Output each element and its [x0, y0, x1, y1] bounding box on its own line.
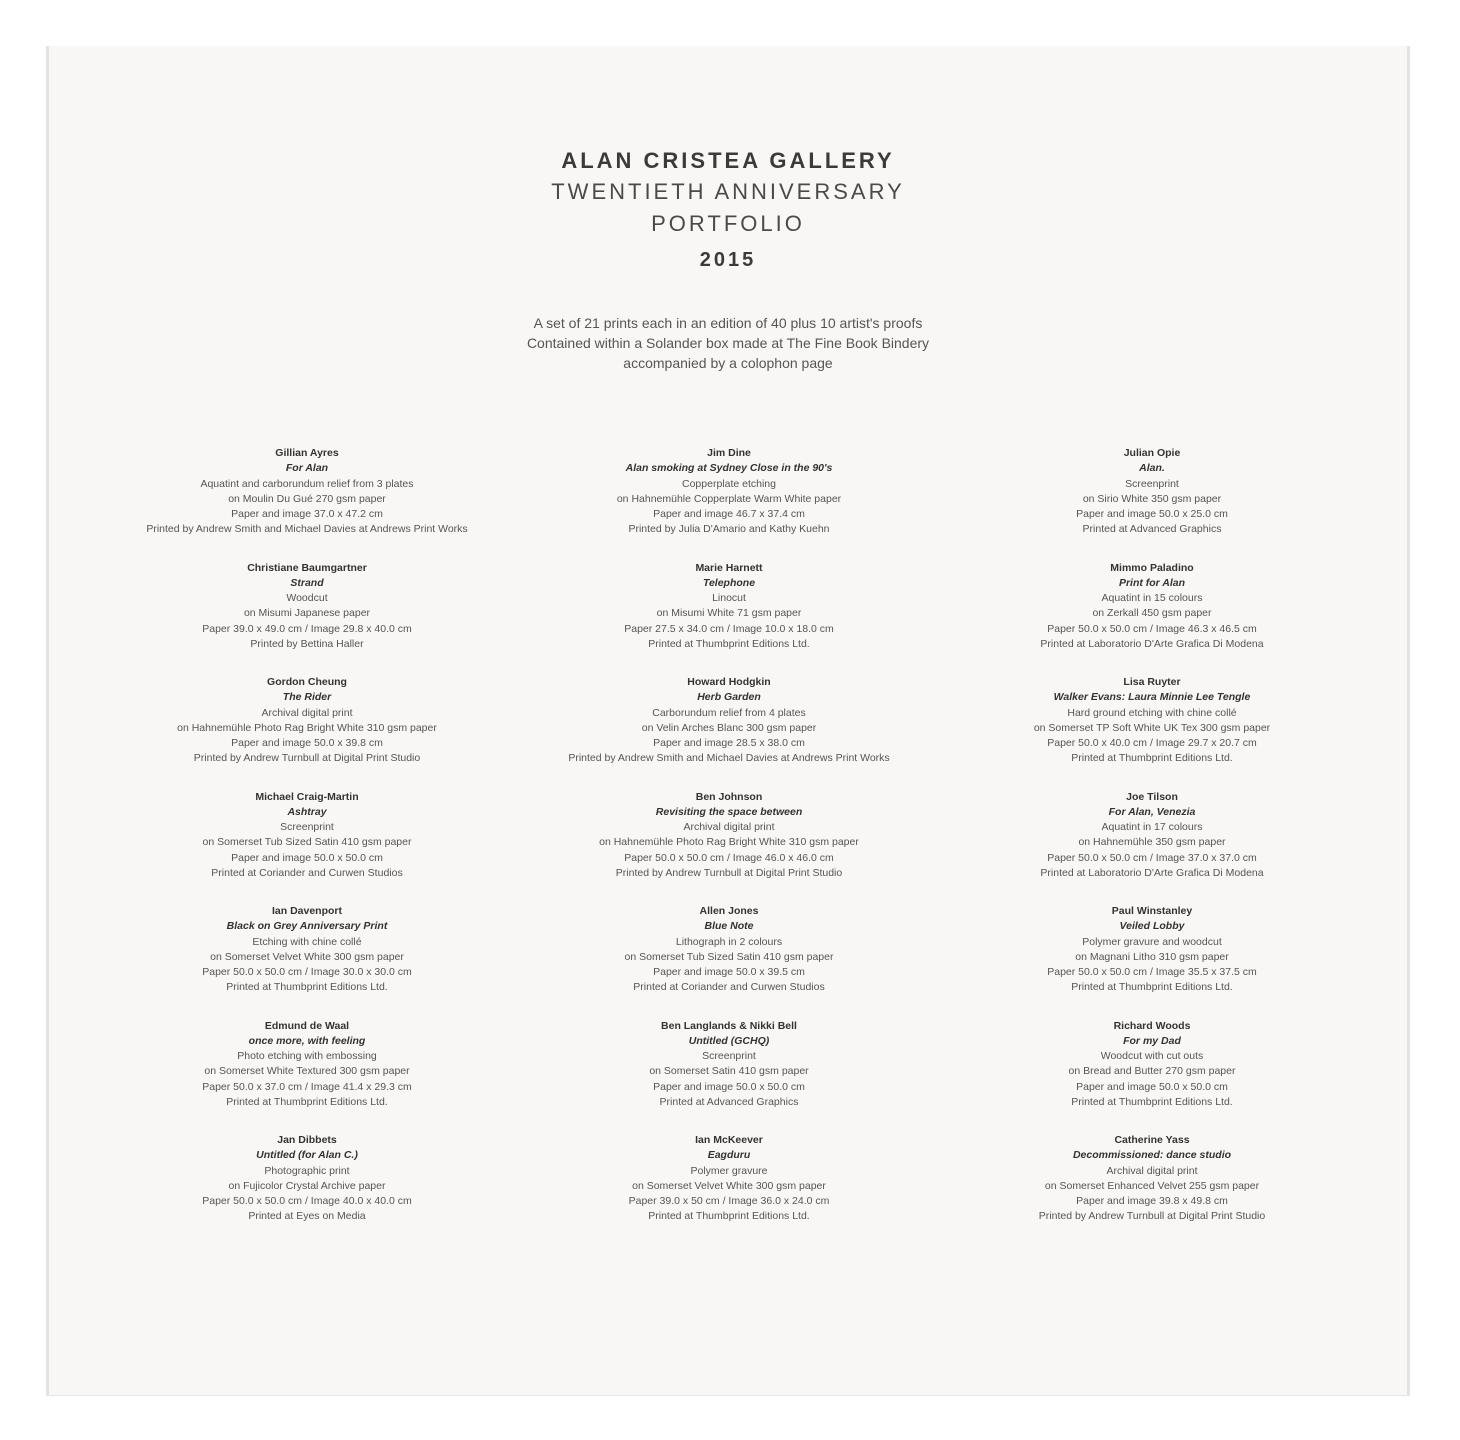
paper: on Hahnemühle Photo Rag Bright White 310 gsm paper	[599, 836, 859, 849]
dimensions: Paper 50.0 x 50.0 cm / Image 37.0 x 37.0 cm	[1047, 851, 1257, 864]
artist-name: Allen Jones	[699, 905, 759, 917]
dimensions: Paper 27.5 x 34.0 cm / Image 10.0 x 18.0 cm	[624, 622, 834, 635]
technique: Aquatint in 15 colours	[1101, 592, 1203, 605]
work-title: Strand	[290, 576, 324, 589]
intro-line: accompanied by a colophon page	[623, 355, 833, 371]
dimensions: Paper 50.0 x 50.0 cm / Image 35.5 x 37.5 cm	[1047, 966, 1257, 979]
work-title: Untitled (for Alan C.)	[256, 1149, 358, 1162]
print-entry	[942, 561, 1362, 676]
paper: on Hahnemühle 350 gsm paper	[1078, 836, 1226, 849]
print-entry	[519, 1019, 939, 1134]
print-entry	[519, 904, 939, 1019]
work-title: Untitled (GCHQ)	[688, 1034, 770, 1047]
print-column	[97, 446, 517, 1248]
technique: Polymer gravure	[690, 1164, 768, 1177]
dimensions: Paper 50.0 x 50.0 cm / Image 40.0 x 40.0 cm	[202, 1195, 412, 1208]
print-entry	[97, 446, 517, 561]
artist-name: Christiane Baumgartner	[247, 561, 367, 574]
year: 2015	[699, 249, 757, 271]
printer-credit: Printed at Advanced Graphics	[1082, 523, 1222, 536]
work-title: Walker Evans: Laura Minnie Lee Tengle	[1053, 691, 1251, 704]
paper: on Somerset Velvet White 300 gsm paper	[210, 950, 404, 963]
printer-credit: Printed at Thumbprint Editions Ltd.	[1071, 752, 1233, 765]
artist-name: Julian Opie	[1123, 447, 1181, 459]
dimensions: Paper and image 50.0 x 50.0 cm	[231, 851, 383, 864]
artist-name: Lisa Ruyter	[1123, 676, 1181, 688]
dimensions: Paper 50.0 x 50.0 cm / Image 46.3 x 46.5 cm	[1047, 622, 1257, 635]
work-title: Ashtray	[287, 805, 327, 818]
paper: on Somerset Velvet White 300 gsm paper	[632, 1179, 826, 1192]
gallery-name: ALAN CRISTEA GALLERY	[561, 148, 895, 173]
paper: on Hahnemühle Copperplate Warm White paper	[616, 492, 842, 505]
print-entry	[519, 675, 939, 790]
work-title: For Alan, Venezia	[1108, 805, 1196, 818]
artist-name: Ian McKeever	[695, 1134, 763, 1146]
printer-credit: Printed at Thumbprint Editions Ltd.	[226, 1095, 388, 1108]
printer-credit: Printed at Thumbprint Editions Ltd.	[1071, 981, 1233, 994]
artist-name: Joe Tilson	[1126, 790, 1178, 803]
print-entry	[519, 790, 939, 905]
technique: Polymer gravure and woodcut	[1082, 935, 1222, 948]
artist-name: Jim Dine	[707, 447, 751, 459]
work-title: Decommissioned: dance studio	[1072, 1149, 1232, 1162]
work-title: Veiled Lobby	[1119, 920, 1185, 933]
dimensions: Paper 39.0 x 50 cm / Image 36.0 x 24.0 cm	[628, 1195, 830, 1208]
dimensions: Paper and image 37.0 x 47.2 cm	[231, 508, 383, 521]
paper: on Velin Arches Blanc 300 gsm paper	[641, 721, 817, 734]
paper: on Somerset White Textured 300 gsm paper	[204, 1065, 410, 1078]
dimensions: Paper and image 50.0 x 50.0 cm	[653, 1080, 805, 1093]
work-title: Alan.	[1139, 462, 1165, 475]
technique: Archival digital print	[261, 706, 353, 719]
paper: on Sirio White 350 gsm paper	[1082, 492, 1222, 505]
print-entry	[519, 446, 939, 561]
header	[49, 146, 1407, 373]
printer-credit: Printed by Andrew Turnbull at Digital Print Studio	[615, 866, 843, 879]
work-title: Print for Alan	[1118, 576, 1186, 589]
artist-name: Ben Johnson	[695, 790, 763, 803]
paper: on Magnani Litho 310 gsm paper	[1075, 950, 1229, 963]
artist-name: Catherine Yass	[1114, 1134, 1190, 1146]
work-title: once more, with feeling	[248, 1034, 366, 1047]
printer-credit: Printed by Andrew Smith and Michael Davies at Andrews Print Works	[146, 523, 468, 536]
technique: Hard ground etching with chine collé	[1067, 706, 1237, 719]
work-title: Alan smoking at Sydney Close in the 90's	[625, 462, 833, 475]
technique: Lithograph in 2 colours	[675, 935, 783, 948]
dimensions: Paper 50.0 x 37.0 cm / Image 41.4 x 29.3 cm	[202, 1080, 412, 1093]
paper: on Somerset TP Soft White UK Tex 300 gsm paper	[1033, 721, 1271, 734]
work-title: Telephone	[702, 576, 756, 589]
dimensions: Paper and image 46.7 x 37.4 cm	[653, 508, 805, 521]
artist-name: Howard Hodgkin	[687, 676, 771, 688]
print-entry	[97, 790, 517, 905]
intro-line: Contained within a Solander box made at The Fine Book Bindery	[526, 335, 930, 351]
print-entry	[942, 790, 1362, 905]
dimensions: Paper 39.0 x 49.0 cm / Image 29.8 x 40.0 cm	[202, 622, 412, 635]
dimensions: Paper and image 50.0 x 25.0 cm	[1076, 508, 1228, 521]
paper: on Misumi White 71 gsm paper	[656, 607, 802, 620]
print-entry	[519, 561, 939, 676]
technique: Carborundum relief from 4 plates	[652, 706, 806, 719]
work-title: Herb Garden	[697, 691, 761, 704]
printer-credit: Printed at Coriander and Curwen Studios	[633, 981, 825, 994]
subtitle-line-1: TWENTIETH ANNIVERSARY	[551, 179, 905, 204]
dimensions: Paper 50.0 x 50.0 cm / Image 46.0 x 46.0 cm	[624, 851, 834, 864]
work-title: For Alan	[285, 462, 329, 475]
technique: Woodcut	[286, 592, 328, 605]
dimensions: Paper 50.0 x 40.0 cm / Image 29.7 x 20.7 cm	[1047, 737, 1257, 750]
artist-name: Mimmo Paladino	[1110, 561, 1194, 574]
printer-credit: Printed at Thumbprint Editions Ltd.	[648, 637, 810, 650]
paper: on Misumi Japanese paper	[243, 607, 371, 620]
technique: Screenprint	[280, 821, 334, 834]
intro-text	[49, 313, 1407, 373]
printer-credit: Printed at Advanced Graphics	[659, 1095, 799, 1108]
paper: on Somerset Tub Sized Satin 410 gsm paper	[202, 836, 412, 849]
paper: on Fujicolor Crystal Archive paper	[228, 1179, 386, 1192]
dimensions: Paper and image 39.8 x 49.8 cm	[1076, 1195, 1228, 1208]
print-entry	[97, 675, 517, 790]
paper: on Moulin Du Gué 270 gsm paper	[228, 492, 386, 505]
dimensions: Paper and image 50.0 x 39.5 cm	[653, 966, 805, 979]
work-title: Revisiting the space between	[655, 805, 803, 818]
work-title: The Rider	[282, 691, 332, 704]
technique: Etching with chine collé	[252, 935, 362, 948]
print-entry	[942, 904, 1362, 1019]
dimensions: Paper and image 28.5 x 38.0 cm	[653, 737, 805, 750]
print-entry	[519, 1133, 939, 1248]
dimensions: Paper and image 50.0 x 39.8 cm	[231, 737, 383, 750]
technique: Photo etching with embossing	[237, 1050, 377, 1063]
intro-line: A set of 21 prints each in an edition of 40 plus 10 artist's proofs	[533, 315, 923, 331]
paper: on Bread and Butter 270 gsm paper	[1068, 1065, 1236, 1078]
dimensions: Paper 50.0 x 50.0 cm / Image 30.0 x 30.0 cm	[202, 966, 412, 979]
printer-credit: Printed at Eyes on Media	[248, 1210, 366, 1223]
paper: on Somerset Enhanced Velvet 255 gsm paper	[1044, 1179, 1260, 1192]
artist-name: Marie Harnett	[695, 561, 763, 574]
print-entry	[97, 904, 517, 1019]
work-title: Blue Note	[704, 920, 754, 933]
printer-credit: Printed by Andrew Turnbull at Digital Print Studio	[1038, 1210, 1266, 1223]
printer-credit: Printed at Coriander and Curwen Studios	[211, 866, 403, 879]
printer-credit: Printed by Andrew Smith and Michael Davies at Andrews Print Works	[568, 752, 890, 765]
artist-name: Richard Woods	[1113, 1019, 1191, 1032]
printer-credit: Printed at Thumbprint Editions Ltd.	[648, 1210, 810, 1223]
technique: Archival digital print	[683, 821, 775, 834]
technique: Aquatint in 17 colours	[1101, 821, 1203, 834]
artist-name: Michael Craig-Martin	[255, 790, 359, 803]
paper: on Hahnemühle Photo Rag Bright White 310 gsm paper	[177, 721, 437, 734]
technique: Screenprint	[1125, 477, 1179, 490]
printer-credit: Printed at Laboratorio D'Arte Grafica Di Modena	[1040, 637, 1264, 650]
artist-name: Jan Dibbets	[277, 1134, 337, 1146]
artist-name: Gillian Ayres	[275, 447, 339, 459]
work-title: For my Dad	[1123, 1034, 1181, 1047]
printer-credit: Printed by Andrew Turnbull at Digital Print Studio	[193, 752, 421, 765]
print-entry	[942, 446, 1362, 561]
technique: Copperplate etching	[682, 477, 776, 490]
print-entry	[97, 1019, 517, 1134]
print-column	[942, 446, 1362, 1248]
printer-credit: Printed at Thumbprint Editions Ltd.	[1071, 1095, 1233, 1108]
technique: Linocut	[712, 592, 746, 605]
printer-credit: Printed at Laboratorio D'Arte Grafica Di Modena	[1040, 866, 1264, 879]
artist-name: Gordon Cheung	[267, 676, 347, 688]
technique: Archival digital print	[1106, 1164, 1198, 1177]
paper: on Somerset Satin 410 gsm paper	[649, 1065, 809, 1078]
printer-credit: Printed by Bettina Haller	[250, 637, 364, 650]
print-entry	[97, 1133, 517, 1248]
paper: on Zerkall 450 gsm paper	[1092, 607, 1212, 620]
work-title: Black on Grey Anniversary Print	[226, 920, 388, 933]
artist-name: Ben Langlands & Nikki Bell	[661, 1019, 797, 1032]
artist-name: Ian Davenport	[271, 905, 342, 917]
print-entry	[942, 1019, 1362, 1134]
technique: Aquatint and carborundum relief from 3 plates	[200, 477, 414, 490]
technique: Photographic print	[264, 1164, 350, 1177]
print-column	[519, 446, 939, 1248]
subtitle-line-2: PORTFOLIO	[651, 211, 805, 236]
work-title: Eagduru	[707, 1149, 751, 1162]
artist-name: Paul Winstanley	[1111, 905, 1193, 917]
artist-name: Edmund de Waal	[264, 1019, 350, 1032]
print-entry	[97, 561, 517, 676]
colophon-sheet	[46, 46, 1410, 1396]
printer-credit: Printed at Thumbprint Editions Ltd.	[226, 981, 388, 994]
print-entry	[942, 675, 1362, 790]
technique: Woodcut with cut outs	[1100, 1050, 1204, 1063]
print-entry	[942, 1133, 1362, 1248]
dimensions: Paper and image 50.0 x 50.0 cm	[1076, 1080, 1228, 1093]
technique: Screenprint	[702, 1050, 756, 1063]
printer-credit: Printed by Julia D'Amario and Kathy Kuehn	[628, 523, 830, 536]
paper: on Somerset Tub Sized Satin 410 gsm paper	[624, 950, 834, 963]
